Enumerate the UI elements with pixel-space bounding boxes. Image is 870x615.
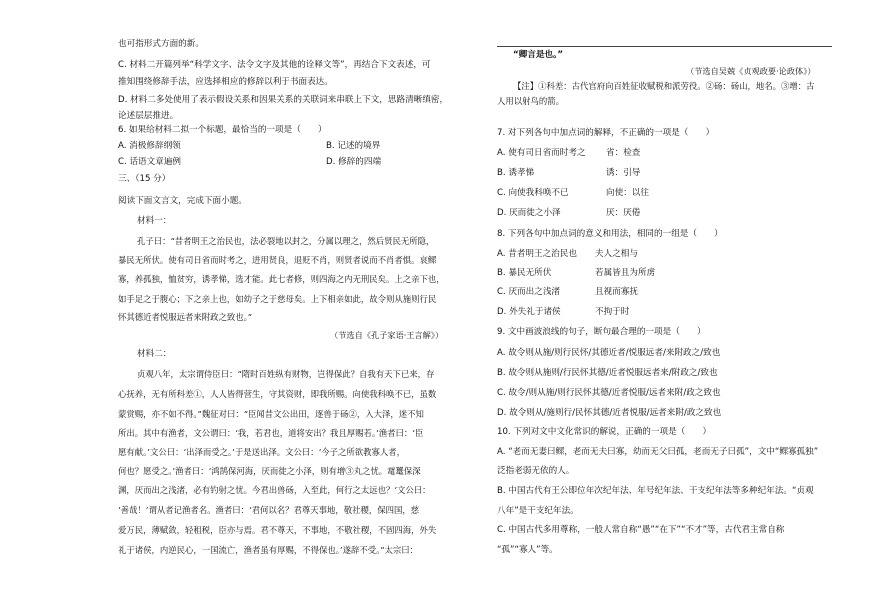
text-line: 论述层层推进。 [118,111,179,121]
q7-option-d: D. 厌而徙之小泽 [497,208,561,218]
q7-option-b: B. 诱孝悌 [497,168,535,178]
question-10-stem: 10. 下列对文中文化常识的解说，正确的一项是（ ） [497,427,712,437]
text-line: D. 材料二多处使用了表示假设关系和因果关系的关联词来串联上下文，思路清晰缜密， [118,95,449,105]
question-8-stem: 8. 下列各句中加点词的意义和用法，相同的一组是（ ） [497,229,723,239]
q10-line: 八年”是干支纪年法。 [497,506,579,516]
question-9-stem: 9. 文中画波浪线的句子，断句最合理的一项是（ ） [497,327,706,337]
q10-line: A. “老而无妻曰鳏，老而无夫曰寡，幼而无父曰孤，老而无子曰孤”，文中“鳏寡孤独” [497,447,819,457]
section-heading: 三、（15 分） [118,174,171,184]
q7-option-a-gloss: 省：检查 [606,148,641,158]
material-1-label: 材料一： [137,216,172,226]
q8-option-c: C. 厌而出之浅渚 [497,287,561,297]
q8-option-d-gloss: 不拘于时 [595,307,630,317]
q7-option-a: A. 使有司日省而时考之 [497,148,586,158]
q9-option-c: C. 故令/则从施/则行民怀其德/近者悦服/远者来附/政之致也 [497,388,721,398]
q9-option-d: D. 故令则从/施则行/民怀其德/近者悦服/远者来附/政之致也 [497,408,722,418]
material-2-line: 爱万民，薄赋敛，轻租税，臣亦与焉。君不尊天，不事地，不敬社稷，不固四海，外失 [118,525,437,535]
header-rule [497,46,832,47]
material-1-line: 孔子曰：“昔者明王之治民也，法必裂地以封之，分属以理之，然后贤民无所隐， [137,236,435,246]
q6-option-b: B. 记述的境界 [326,141,381,151]
q8-option-b-gloss: 若属皆且为所虏 [595,268,656,278]
material-2-line: 贞观八年，太宗谓侍臣曰：“隋时百姓纵有财物，岂得保此？自我有天下已来，存 [137,369,435,379]
q8-option-c-gloss: 且视而寡抚 [595,287,638,297]
q10-line: C. 中国古代多用尊称，一般人常自称“愚”“在下”“不才”等，古代君主常自称 [497,525,785,535]
material-1-source: （节选自《孔子家语·王言解》） [330,330,444,340]
q6-option-a: A. 消极修辞纲领 [118,141,181,151]
notes-line: 【注】①科差：古代官府向百姓征收赋税和派劳役。②砀：砀山，地名。③增：古 [513,81,815,91]
top-quote: “卿言是也。” [513,50,563,60]
q6-option-d: D. 修辞的四端 [326,157,382,167]
notes-line: 人用以射鸟的箭。 [497,96,564,106]
text-line: 也可指形式方面的新。 [118,39,204,49]
q9-option-b: B. 故令则从施则/行民怀其德/近者悦服远者来/附政之/致也 [497,368,718,378]
question-7-stem: 7. 对下列各句中加点词的解释，不正确的一项是（ ） [497,128,715,138]
material-1-line: 寡，养孤独，恤贫穷，诱孝悌，选才能。此七者修，则四海之内无刑民矣。上之亲下也， [118,274,445,284]
q6-option-c: C. 话语文章遍例 [118,157,182,167]
instruction: 阅读下面文言文，完成下面小题。 [118,196,247,206]
q8-option-d: D. 外失礼于诸侯 [497,307,561,317]
question-6-stem: 6. 如果给材料二拟一个标题，最恰当的一项是（ ） [118,125,327,135]
text-line: 推知围绕修辞手法，应选择相应的修辞以利于书面表达。 [118,77,333,87]
q8-option-a-gloss: 夫人之相与 [595,249,638,259]
q10-line: 泛指老弱无依的人。 [497,466,575,476]
material-2-line: 礼于诸侯，内逆民心，一国流亡，渔者虽有厚赐，不得保也。’遂辞不受。”太宗曰： [118,545,419,555]
q7-option-c-gloss: 向使：以往 [606,188,649,198]
material-2-line: 愿有献。’文公曰：‘出泽而受之。’于是送出泽。文公曰：‘今子之所欲教寡人者， [118,447,406,457]
material-2-line: 所出。其中有渔者，文公谓曰：‘我，若君也，道将安出？我且厚赐若。’渔者曰：‘臣 [118,428,424,438]
material-1-line: 暴民无所伏。使有司日省而时考之，进用贤良，退贬不肖，则贤者说而不肖者惧。哀鳏 [118,255,437,265]
material-2-line: 蒙赏赐，亦不如不得。”魏征对曰：“臣闻昔文公出田，逐兽于砀②，入大泽，迷不知 [118,409,424,419]
q8-option-a: A. 昔者明王之治民也 [497,249,577,259]
text-line: C. 材料二开篇列举“科学文字、法令文字及其他的诠释文等”，再结合下文表述，可 [118,60,431,70]
q7-option-d-gloss: 厌：厌倦 [606,208,641,218]
material-2-line: ‘善哉！’谓从者记渔者名。渔者曰：‘君何以名？君尊天事地，敬社稷，保四国，慈 [118,505,420,515]
material-2-line: 心抚养，无有所科差①，人人皆得营生，守其资财，即我所赐。向使我科唤不已，虽数 [118,389,437,399]
q7-option-c: C. 向使我科唤不已 [497,188,569,198]
material-2-line: 渊，厌而出之浅渚，必有钓射之忧。今君出兽砀，入至此，何行之太远也？’文公曰： [118,485,431,495]
material-1-line: 如手足之于腹心；下之亲上也，如幼子之于慈母矣。上下相亲如此，故令则从施则行民 [118,294,437,304]
material-2-label: 材料二： [137,349,172,359]
material-2-source: （节选自吴兢《贞观政要·论政体》） [686,66,816,76]
material-1-line-wavy: 怀其德近者悦服远者来附政之致也。” [118,312,253,322]
q7-option-b-gloss: 诱：引导 [606,168,641,178]
q10-line: B. 中国古代有王公即位年次纪年法、年号纪年法、干支纪年法等多种纪年法。“贞观 [497,486,814,496]
q8-option-b: B. 暴民无所伏 [497,268,552,278]
material-2-line: 何也？愿受之。’渔者曰：‘鸿鹄保河海，厌而徙之小泽，则有增③丸之忧。鼋鼍保深 [118,466,421,476]
q10-line: “孤”“寡人”等。 [497,545,558,555]
q9-option-a: A. 故令则从施/则行民怀/其德近者/悦服远者/来附政之/致也 [497,348,721,358]
